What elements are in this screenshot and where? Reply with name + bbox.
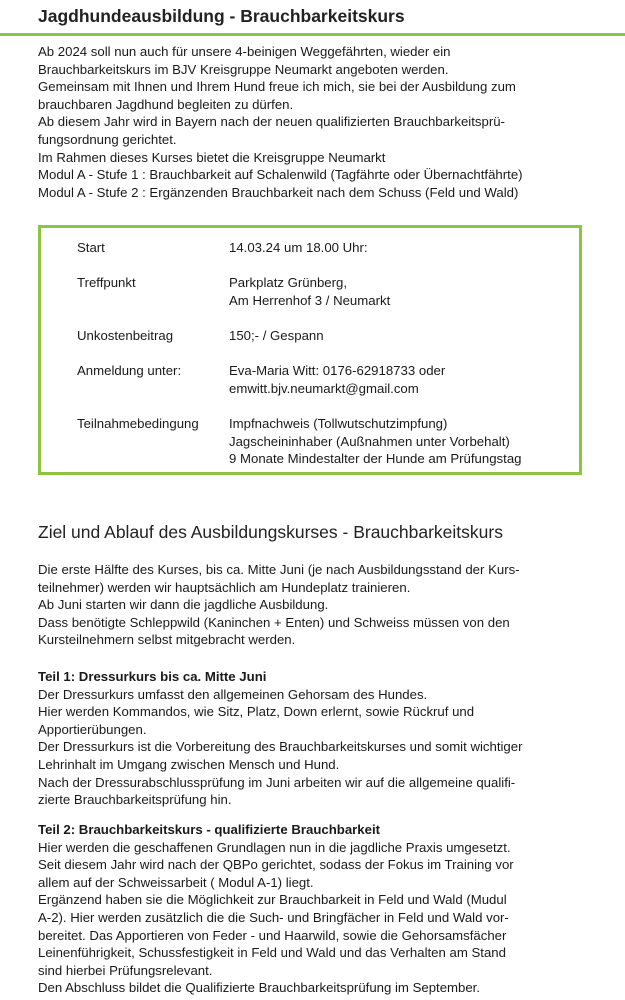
teil2-line: bereitet. Das Apportieren von Feder - und Haarwild, sowie die Gehorsamsfächer [38,927,507,943]
info-value [229,274,390,309]
info-value [229,327,324,345]
section-line: Kursteilnehmern selbst mitgebracht werden. [38,632,296,648]
section-line: teilnehmer) werden wir hauptsächlich am Hundeplatz trainieren. [38,579,411,595]
section-line: Dass benötigte Schleppwild (Kaninchen + Enten) und Schweiss müssen von den [38,614,510,630]
intro-line: Im Rahmen dieses Kurses bietet die Kreisgruppe Neumarkt [38,149,386,165]
intro-line: Gemeinsam mit Ihnen und Ihrem Hund freue ich mich, sie bei der Ausbildung zum [38,79,516,95]
teil1-line: Der Dressurkurs ist die Vorbereitung des Brauchbarkeitskurses und somit wichtiger [38,739,523,755]
teil1-line: Apportierübungen. [38,721,147,737]
info-label: Anmeldung unter: [77,363,182,378]
teil2-line: sind hierbei Prüfungsrelevant. [38,962,213,978]
info-value-line: Eva-Maria Witt: 0176-62918733 oder [229,363,446,378]
section-line: Ab Juni starten wir dann die jagdliche Ausbildung. [38,597,329,613]
teil2-line: Hier werden die geschaffenen Grundlagen nun in die jagdliche Praxis umgesetzt. [38,839,511,855]
teil2-line: allem auf der Schweissarbeit ( Modul A-1) liegt. [38,874,314,890]
teil1-block [38,668,522,809]
info-value-line: 14.03.24 um 18.00 Uhr: [229,240,368,255]
info-value [229,239,368,257]
info-value-line: Parkplatz Grünberg, [229,275,348,290]
intro-line: Ab 2024 soll nun auch für unsere 4-beinigen Weggefährten, wieder ein [38,44,451,59]
intro-line: brauchbaren Jagdhund begleiten zu dürfen. [38,96,294,112]
teil1-line: zierte Brauchbarkeitsprüfung hin. [38,792,232,808]
teil1-title: Teil 1: Dressurkurs bis ca. Mitte Juni [38,669,267,684]
info-value-line: Am Herrenhof 3 / Neumarkt [229,292,391,308]
teil2-line: A-2). Hier werden zusätzlich die die Such- und Bringfächer in Feld und Wald vor- [38,909,509,925]
info-value-line: Impfnachweis (Tollwutschutzimpfung) [229,416,448,431]
course-info-box [38,225,582,475]
header-divider [0,33,625,36]
info-value-line: Jagscheininhaber (Außnahmen unter Vorbehalt) [229,433,510,449]
teil2-title: Teil 2: Brauchbarkeitskurs - qualifizierte Brauchbarkeit [38,822,381,837]
intro-line: Modul A - Stufe 1 : Brauchbarkeit auf Schalenwild (Tagfährte oder Übernachtfährte) [38,167,523,183]
section-line: Die erste Hälfte des Kurses, bis ca. Mitte Juni (je nach Ausbildungsstand der Kurs- [38,562,520,577]
email-link[interactable]: emwitt.bjv.neumarkt@gmail.com [229,380,419,396]
section-intro [38,561,520,649]
info-value [229,362,445,397]
intro-line: Brauchbarkeitskurs im BJV Kreisgruppe Neumarkt angeboten werden. [38,61,449,77]
intro-line: fungsordnung gerichtet. [38,131,177,147]
info-label: Treffpunkt [77,275,136,290]
teil1-line: Nach der Dressurabschlussprüfung im Juni arbeiten wir auf die allgemeine qualifi- [38,774,516,790]
info-value-line: 150;- / Gespann [229,328,324,343]
teil2-line: Den Abschluss bildet die Qualifizierte Brauchbarkeitsprüfung im September. [38,980,481,996]
teil2-line: Ergänzend haben sie die Möglichkeit zur Brauchbarkeit in Feld und Wald (Mudul [38,892,507,908]
teil2-line: Leinenführigkeit, Schussfestigkeit in Feld und Wald und das Verhalten am Stand [38,945,506,961]
info-value-line: 9 Monate Mindestalter der Hunde am Prüfungstag [229,451,522,467]
intro-line: Ab diesem Jahr wird in Bayern nach der neuen qualifizierten Brauchbarkeitsprü- [38,114,505,130]
teil1-line: Hier werden Kommandos, wie Sitz, Platz, Down erlernt, sowie Rückruf und [38,704,475,720]
page-header [0,0,625,36]
teil2-line: Seit diesem Jahr wird nach der QBPo gerichtet, sodass der Fokus im Training vor [38,857,514,873]
teil1-line: Lehrinhalt im Umgang zwischen Mensch und Hund. [38,756,340,772]
teil1-line: Der Dressurkurs umfasst den allgemeinen Gehorsam des Hundes. [38,686,428,702]
info-label: Teilnahmebedingung [77,416,199,431]
info-label: Unkostenbeitrag [77,328,174,343]
info-value [229,415,522,468]
teil2-block [38,821,514,997]
section-title: Ziel und Ablauf des Ausbildungskurses - Brauchbarkeitskurs [38,522,503,542]
page-title: Jagdhundeausbildung - Brauchbarkeitskurs [38,6,405,26]
intro-paragraph [38,43,523,201]
intro-line: Modul A - Stufe 2 : Ergänzenden Brauchbarkeit nach dem Schuss (Feld und Wald) [38,184,519,200]
info-label: Start [77,240,105,255]
